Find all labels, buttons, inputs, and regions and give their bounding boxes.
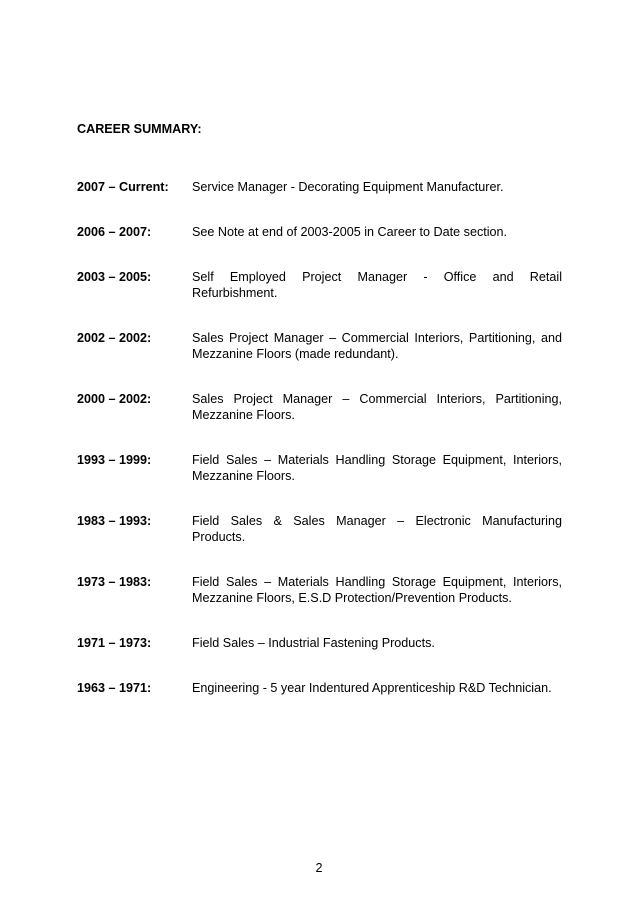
- career-entry: [77, 330, 562, 362]
- entry-dates: 1983 – 1993:: [77, 514, 152, 528]
- entry-description: Sales Project Manager – Commercial Interiors, Partitioning, Mezzanine Floors.: [192, 392, 562, 422]
- entry-description: Engineering - 5 year Indentured Apprenticeship R&D Technician.: [192, 681, 552, 695]
- entry-dates: 1963 – 1971:: [77, 681, 152, 695]
- career-entry: [77, 269, 562, 301]
- career-entry: [77, 680, 562, 696]
- entry-description: Service Manager - Decorating Equipment Manufacturer.: [192, 180, 504, 194]
- career-summary-list: [77, 179, 562, 725]
- entry-dates: 1971 – 1973:: [77, 636, 152, 650]
- entry-description: Field Sales & Sales Manager – Electronic Manufacturing Products.: [192, 514, 562, 544]
- entry-dates: 2006 – 2007:: [77, 225, 152, 239]
- entry-dates: 2007 – Current:: [77, 180, 169, 194]
- entry-description: Field Sales – Materials Handling Storage Equipment, Interiors, Mezzanine Floors, E.S.D Protection/Prevention Products.: [192, 575, 562, 605]
- career-entry: [77, 574, 562, 606]
- entry-description: Field Sales – Industrial Fastening Products.: [192, 636, 435, 650]
- page-number: 2: [315, 861, 323, 875]
- section-heading: CAREER SUMMARY:: [77, 122, 202, 136]
- entry-description: Sales Project Manager – Commercial Interiors, Partitioning, and Mezzanine Floors (made redundant).: [192, 331, 562, 361]
- entry-dates: 2002 – 2002:: [77, 331, 152, 345]
- entry-description: Field Sales – Materials Handling Storage Equipment, Interiors, Mezzanine Floors.: [192, 453, 562, 483]
- entry-description: See Note at end of 2003-2005 in Career to Date section.: [192, 225, 508, 239]
- entry-dates: 1973 – 1983:: [77, 575, 152, 589]
- entry-dates: 2003 – 2005:: [77, 270, 152, 284]
- career-entry: [77, 391, 562, 423]
- career-entry: [77, 179, 562, 195]
- entry-dates: 2000 – 2002:: [77, 392, 152, 406]
- career-entry: [77, 452, 562, 484]
- entry-description: Self Employed Project Manager - Office and Retail Refurbishment.: [192, 270, 562, 300]
- entry-dates: 1993 – 1999:: [77, 453, 152, 467]
- career-entry: [77, 224, 562, 240]
- career-entry: [77, 635, 562, 651]
- career-entry: [77, 513, 562, 545]
